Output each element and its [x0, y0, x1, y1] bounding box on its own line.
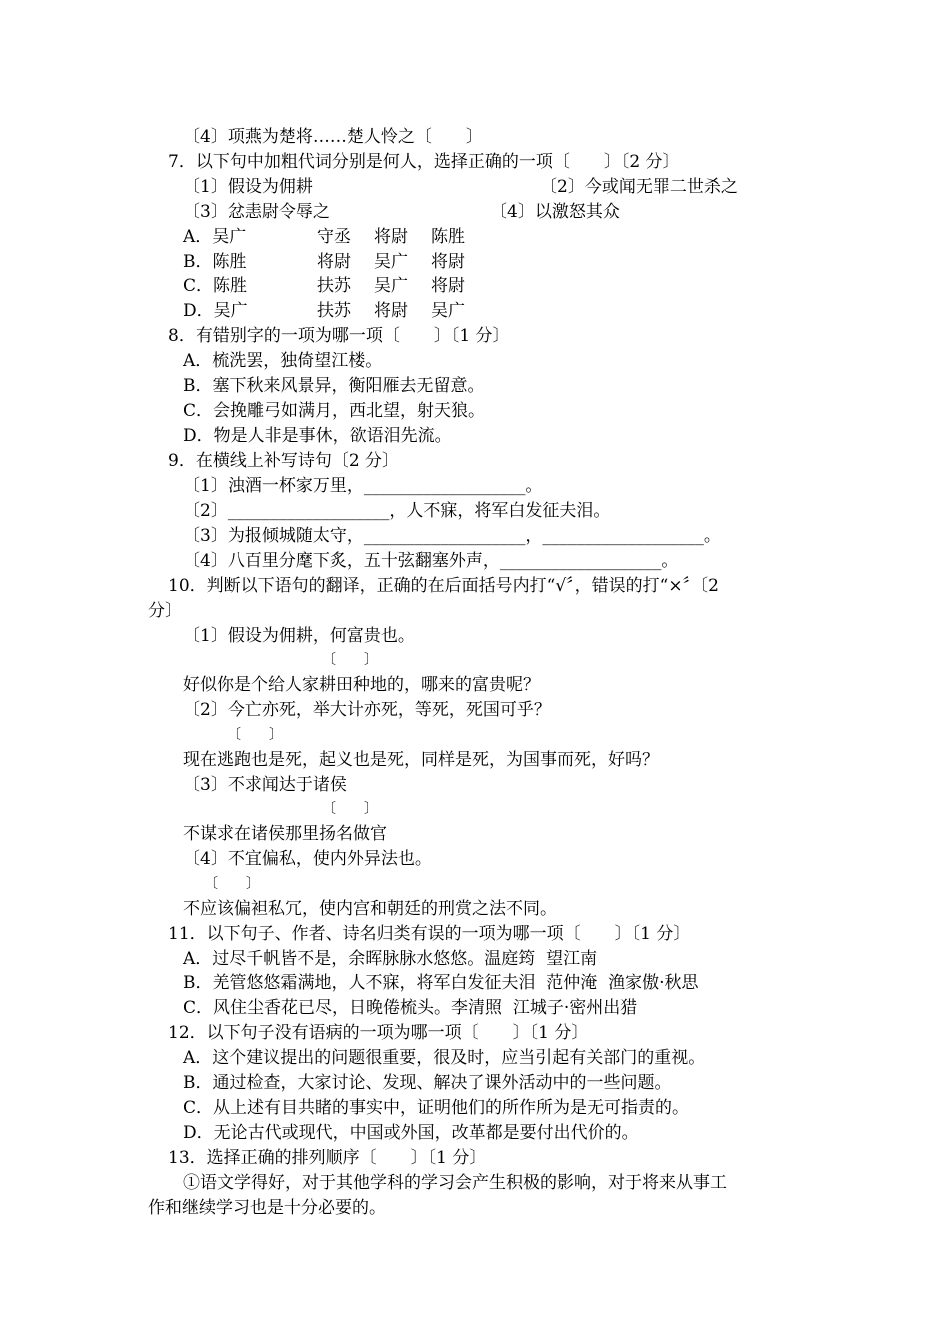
- q8-option-a: A．梳洗罢，独倚望江楼。: [183, 351, 383, 371]
- q9-stem: 9．在横线上补写诗句〔2 分〕: [168, 451, 400, 471]
- option-col-3: 吴广: [431, 301, 465, 321]
- q9-line-4: 〔4〕八百里分麾下炙，五十弦翻塞外声，___________________。: [183, 551, 679, 571]
- q8-option-d: D．物是人非是事休，欲语泪先流。: [183, 426, 452, 446]
- q7-sentence-1: 〔1〕假设为佣耕: [183, 177, 313, 197]
- q11-stem: 11．以下句子、作者、诗名归类有误的一项为哪一项〔 〕〔1 分〕: [168, 924, 691, 944]
- q12-option-d: D．无论古代或现代，中国或外国，改革都是要付出代价的。: [183, 1123, 639, 1143]
- q10-answer-bracket-3: 〔 〕: [322, 801, 378, 817]
- q10-stem: 10．判断以下语句的翻译，正确的在后面括号内打“√〞，错误的打“×〞〔2: [168, 576, 719, 596]
- q13-stem: 13．选择正确的排列顺序〔 〕〔1 分〕: [168, 1148, 487, 1168]
- q8-option-b: B．塞下秋来风景异，衡阳雁去无留意。: [183, 376, 485, 396]
- option-letter: D．吴广: [183, 301, 248, 321]
- q9-line-1: 〔1〕浊酒一杯家万里，___________________。: [183, 476, 543, 496]
- q13-paragraph-1-cont: 作和继续学习也是十分必要的。: [148, 1198, 386, 1218]
- q11-option-a: A．过尽千帆皆不是，余晖脉脉水悠悠。温庭筠 望江南: [183, 949, 598, 969]
- option-letter: A．吴广: [183, 227, 247, 247]
- q10-translation-1: 好似你是个给人家耕田种地的，哪来的富贵呢？: [183, 675, 540, 695]
- q7-sentence-4: 〔4〕以激怒其众: [490, 202, 620, 222]
- q9-line-2: 〔2〕___________________，人不寐，将军白发征夫泪。: [183, 501, 611, 521]
- q10-translation-4: 不应该偏袒私冗，使内宫和朝廷的刑赏之法不同。: [183, 899, 557, 919]
- option-col-1: 扶苏: [317, 301, 351, 321]
- q10-answer-bracket-1: 〔 〕: [322, 652, 378, 668]
- q8-stem: 8．有错别字的一项为哪一项〔 〕〔1 分〕: [168, 326, 510, 346]
- q10-translation-2: 现在逃跑也是死，起义也是死，同样是死，为国事而死，好吗？: [183, 750, 659, 770]
- q10-item-1: 〔1〕假设为佣耕，何富贵也。: [183, 626, 415, 646]
- q13-paragraph-1: ①语文学得好，对于其他学科的学习会产生积极的影响，对于将来从事工: [183, 1173, 727, 1193]
- q10-item-3: 〔3〕不求闻达于诸侯: [183, 775, 347, 795]
- option-col-3: 将尉: [431, 276, 465, 296]
- q7-sentence-3: 〔3〕忿恚尉令辱之: [183, 202, 330, 222]
- q12-option-b: B．通过检查，大家讨论、发现、解决了课外活动中的一些问题。: [183, 1073, 672, 1093]
- q11-option-b: B．羌管悠悠霜满地，人不寐，将军白发征夫泪 范仲淹 渔家傲·秋思: [183, 973, 699, 993]
- option-letter: B．陈胜: [183, 252, 247, 272]
- q10-item-2: 〔2〕今亡亦死，举大计亦死，等死，死国可乎？: [183, 700, 551, 720]
- q10-item-4: 〔4〕不宜偏私，使内外异法也。: [183, 849, 432, 869]
- option-col-2: 吴广: [374, 276, 408, 296]
- option-col-3: 陈胜: [431, 227, 465, 247]
- q7-stem: 7．以下句中加粗代词分别是何人，选择正确的一项〔 〕〔2 分〕: [168, 152, 680, 172]
- option-col-3: 将尉: [431, 252, 465, 272]
- option-col-1: 将尉: [317, 252, 351, 272]
- option-col-2: 将尉: [374, 227, 408, 247]
- option-col-1: 守丞: [317, 227, 351, 247]
- q7-sentence-2: 〔2〕今或闻无罪二世杀之: [540, 177, 738, 197]
- option-col-1: 扶苏: [317, 276, 351, 296]
- q12-stem: 12．以下句子没有语病的一项为哪一项〔 〕〔1 分〕: [168, 1023, 589, 1043]
- q10-answer-bracket-2: 〔 〕: [227, 727, 283, 743]
- q11-option-c: C．风住尘香花已尽，日晚倦梳头。李清照 江城子·密州出猎: [183, 998, 638, 1018]
- q10-answer-bracket-4: 〔 〕: [204, 876, 260, 892]
- q12-option-c: C．从上述有目共睹的事实中，证明他们的所作所为是无可指责的。: [183, 1098, 690, 1118]
- option-letter: C．陈胜: [183, 276, 248, 296]
- q6-item-4: 〔4〕项燕为楚将……楚人怜之〔 〕: [183, 127, 483, 147]
- q10-translation-3: 不谋求在诸侯那里扬名做官: [183, 824, 387, 844]
- option-col-2: 将尉: [374, 301, 408, 321]
- q12-option-a: A．这个建议提出的问题很重要，很及时，应当引起有关部门的重视。: [183, 1048, 706, 1068]
- q8-option-c: C．会挽雕弓如满月，西北望，射天狼。: [183, 401, 486, 421]
- q9-line-3: 〔3〕为报倾城随太守，___________________，___________________。: [183, 526, 721, 546]
- option-col-2: 吴广: [374, 252, 408, 272]
- q10-stem-cont: 分〕: [148, 601, 182, 621]
